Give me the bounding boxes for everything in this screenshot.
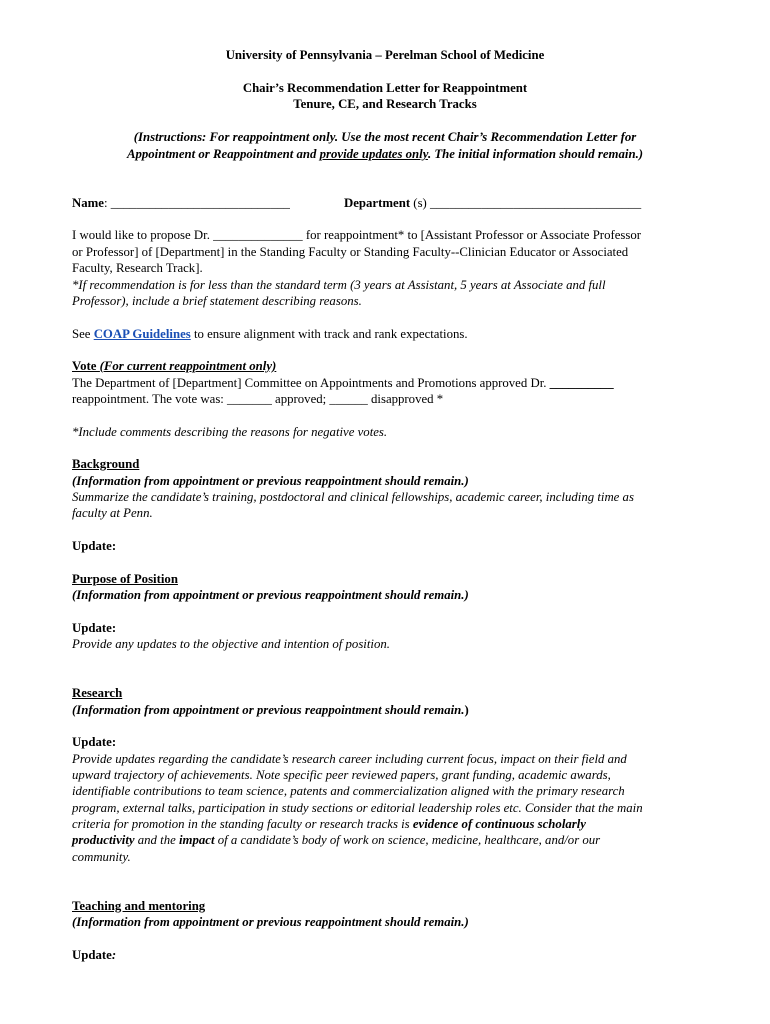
instructions-line-1: (Instructions: For reappointment only. Use the most recent Chair’s Recommendation Letter for <box>133 130 637 144</box>
document-title: Chair’s Recommendation Letter for Reappointment <box>242 81 528 95</box>
vote-heading-qualifier: (For current reappointment only) <box>99 359 277 373</box>
vote-note: *Include comments describing the reasons for negative votes. <box>72 425 388 439</box>
research-desc-line-6 <box>72 832 600 848</box>
teaching-update-colon: : <box>111 948 117 962</box>
proposal-line-3: Faculty, Research Track]. <box>72 261 203 275</box>
research-keep-text: (Information from appointment or previous reappointment should remain. <box>72 703 465 717</box>
background-desc-line-2: faculty at Penn. <box>72 506 153 520</box>
teaching-update-label <box>72 947 116 963</box>
research-desc-line-4: program, external talks, participation in study sections or editorial leadership roles etc. Consider that the main <box>72 801 643 815</box>
department-blank: (s) _________________________________ <box>410 196 642 210</box>
instructions-line-2 <box>0 146 770 162</box>
coap-reference <box>72 326 468 342</box>
proposal-line-2: or Professor] of [Department] in the Standing Faculty or Standing Faculty--Clinician Educator or Associated <box>72 245 629 259</box>
coap-text: See <box>72 327 94 341</box>
teaching-keep-note: (Information from appointment or previous reappointment should remain.) <box>72 915 469 929</box>
coap-guidelines-link[interactable]: COAP Guidelines <box>93 327 191 341</box>
instructions-text: Appointment or Reappointment and <box>126 147 320 161</box>
research-keep-note <box>72 702 469 718</box>
background-desc-line-1: Summarize the candidate’s training, postdoctoral and clinical fellowships, academic career, including time as <box>72 490 634 504</box>
research-text: and the <box>134 833 179 847</box>
department-label: Department <box>344 196 411 210</box>
teaching-heading: Teaching and mentoring <box>72 899 206 913</box>
research-desc-line-1: Provide updates regarding the candidate’s research career including current focus, impact on their field and <box>72 752 627 766</box>
vote-heading <box>72 358 276 374</box>
vote-doctor-blank: __________ <box>549 376 614 390</box>
proposal-line-1: I would like to propose Dr. ______________ for reappointment* to [Assistant Professor or Associate Professor <box>72 228 642 242</box>
research-emphasis: impact <box>179 833 215 847</box>
coap-text: to ensure alignment with track and rank expectations. <box>190 327 468 341</box>
research-desc-line-3: identifiable contributions to team science, patents and commercialization aligned with the primary research <box>72 784 625 798</box>
research-text: of a candidate’s body of work on science, medicine, healthcare, and/or our <box>214 833 601 847</box>
name-blank: : ____________________________ <box>103 196 290 210</box>
name-label: Name <box>72 196 104 210</box>
vote-heading-label: Vote <box>72 359 100 373</box>
vote-line-2: reappointment. The vote was: _______ approved; ______ disapproved * <box>72 392 444 406</box>
provide-updates-emphasis: provide updates only <box>319 147 428 161</box>
research-heading: Research <box>72 686 123 700</box>
purpose-update-desc: Provide any updates to the objective and intention of position. <box>72 637 390 651</box>
research-keep-paren: ) <box>464 703 469 717</box>
vote-text: The Department of [Department] Committee on Appointments and Promotions approved Dr. <box>72 376 550 390</box>
research-update-label: Update: <box>72 735 117 749</box>
research-emphasis: productivity <box>72 833 135 847</box>
background-update-label: Update: <box>72 539 117 553</box>
purpose-keep-note: (Information from appointment or previous reappointment should remain.) <box>72 588 469 602</box>
document-subtitle: Tenure, CE, and Research Tracks <box>293 97 477 111</box>
instructions-text: . The initial information should remain.) <box>427 147 644 161</box>
vote-line-1 <box>72 375 614 391</box>
department-field[interactable] <box>344 195 641 211</box>
background-heading: Background <box>72 457 140 471</box>
name-field[interactable] <box>72 195 290 211</box>
research-desc-line-5 <box>72 816 586 832</box>
purpose-heading: Purpose of Position <box>72 572 178 586</box>
purpose-update-label: Update: <box>72 621 117 635</box>
institution-heading: University of Pennsylvania – Perelman School of Medicine <box>225 48 545 62</box>
background-keep-note: (Information from appointment or previous reappointment should remain.) <box>72 474 469 488</box>
research-emphasis: evidence of continuous scholarly <box>412 817 586 831</box>
term-note-line-1: *If recommendation is for less than the standard term (3 years at Assistant, 5 years at Associate and full <box>72 278 606 292</box>
teaching-update-text: Update <box>72 948 112 962</box>
research-desc-line-7: community. <box>72 850 131 864</box>
term-note-line-2: Professor), include a brief statement describing reasons. <box>72 294 362 308</box>
research-desc-line-2: upward trajectory of achievements. Note specific peer reviewed papers, grant funding, academic awards, <box>72 768 611 782</box>
research-text: criteria for promotion in the standing faculty or research tracks is <box>72 817 413 831</box>
